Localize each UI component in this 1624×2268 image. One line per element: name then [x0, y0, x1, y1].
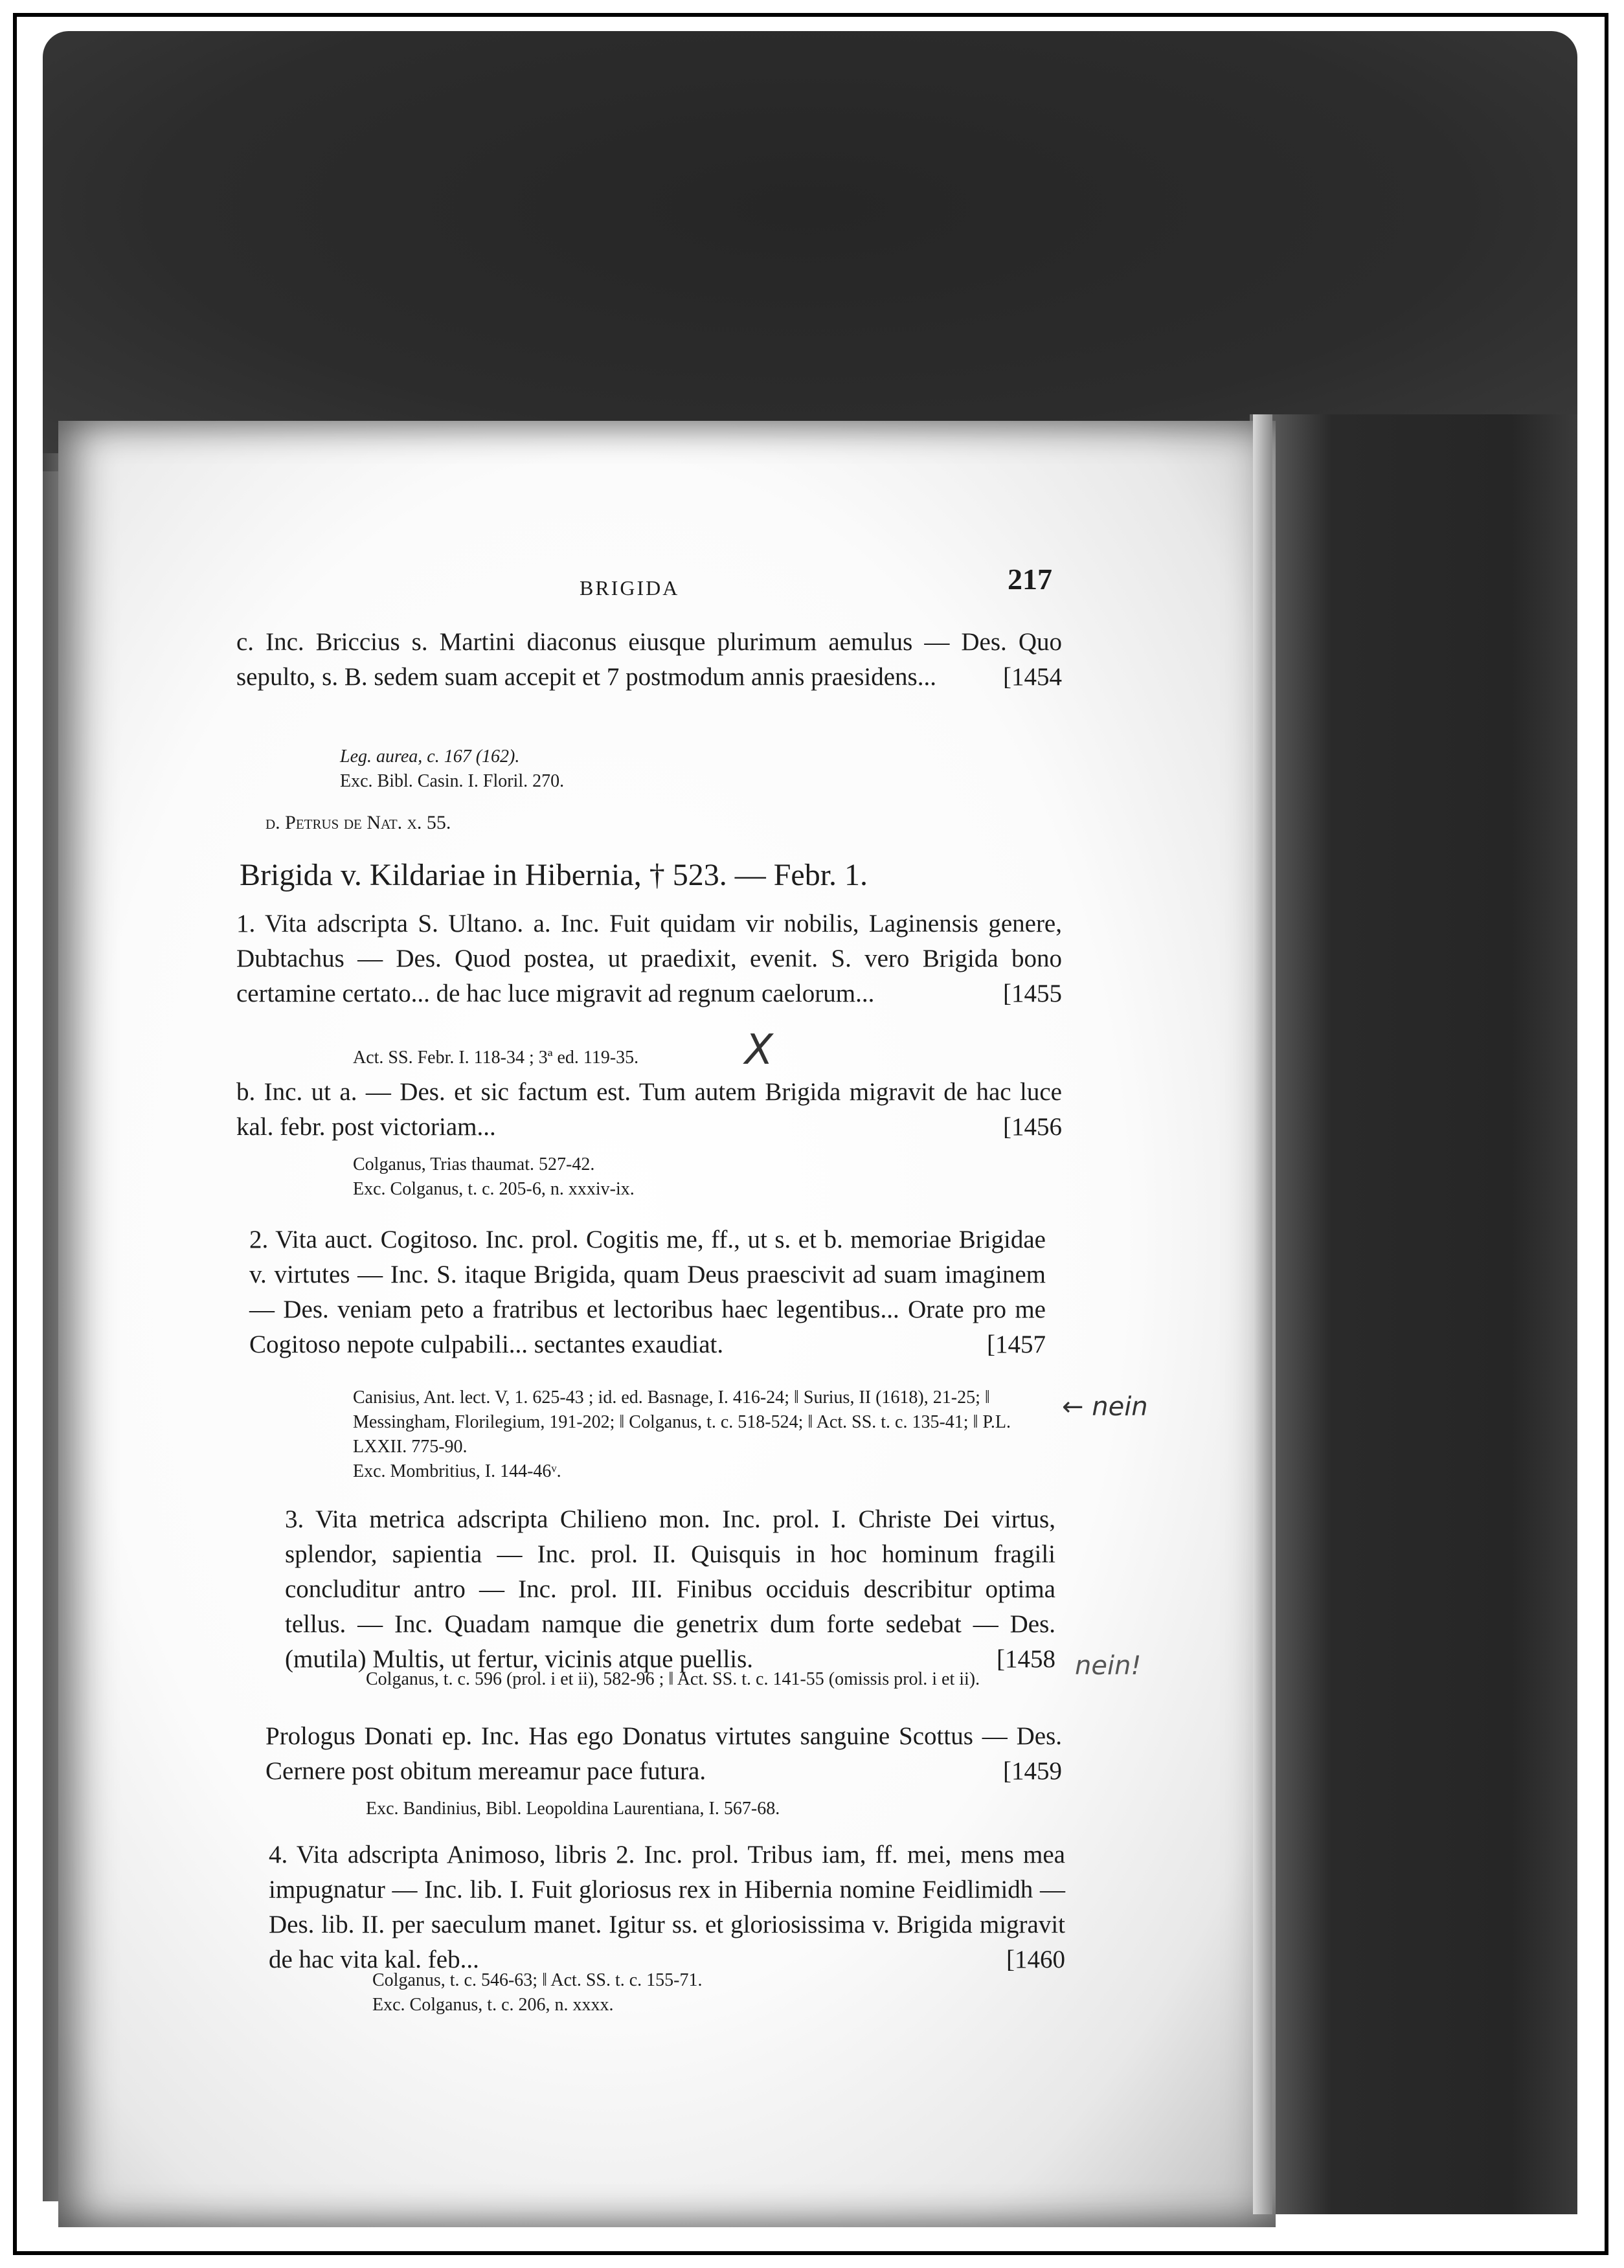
entry-number: [1457 [987, 1330, 1046, 1358]
entry-text: 4. Vita adscripta Animoso, libris 2. Inc. prol. Tribus iam, ff. mei, mens mea impugnatur — Inc. lib. I. Fuit gloriosus rex in Hibernia nomine Feidlimidh — Des. lib. II. per saeculum manet. Igitur ss. et gloriosissima v. Brigida migravit de hac vita kal. feb... [269, 1841, 1065, 1973]
page-edge-shadow [1253, 414, 1272, 2214]
entry-number: [1458 [997, 1645, 1055, 1673]
citations-3 [366, 1667, 1059, 1692]
running-head: BRIGIDA [580, 576, 680, 600]
citations-1a [353, 1046, 1000, 1070]
citation: Colganus, Trias thaumat. 527-42. [353, 1154, 595, 1174]
entry-1a [236, 906, 1062, 1011]
entry-text: Prologus Donati ep. Inc. Has ego Donatus virtutes sanguine Scottus — Des. Cernere post obitum mereamur pace futura. [265, 1722, 1062, 1785]
handwritten-note: ← nein [1062, 1392, 1148, 1422]
entry-number: [1459 [1003, 1757, 1062, 1785]
citations-2 [353, 1386, 1046, 1484]
scan-dark-background-top [43, 31, 1577, 471]
citation: Colganus, t. c. 546-63; ‖ Act. SS. t. c. 155-71. [372, 1970, 703, 1990]
handwritten-mark: X [745, 1026, 773, 1074]
entry-prologus [265, 1719, 1062, 1789]
entry-number: [1454 [1003, 663, 1062, 691]
entry-text: 1. Vita adscripta S. Ultano. a. Inc. Fuit quidam vir nobilis, Laginensis genere, Dubtachus — Des. Quod postea, ut praedixit, evenit. S. vero Brigida bono certamine certato... de hac luce migravit ad regnum caelorum... [236, 910, 1062, 1007]
citation: Colganus, t. c. 596 (prol. i et ii), 582-96 ; ‖ Act. SS. t. c. 141-55 (omissis prol. i et ii). [366, 1669, 980, 1689]
entry-number: [1456 [1003, 1113, 1062, 1141]
scan-dark-background-right [1250, 414, 1577, 2214]
handwritten-note: nein! [1075, 1651, 1142, 1681]
entry-number: [1455 [1003, 980, 1062, 1007]
citations-4 [372, 1968, 1020, 2017]
entry-text: b. Inc. ut a. — Des. et sic factum est. Tum autem Brigida migravit de hac luce kal. febr. post victoriam... [236, 1078, 1062, 1141]
entry-1b [236, 1075, 1062, 1145]
citation: Exc. Bandinius, Bibl. Leopoldina Laurentiana, I. 567-68. [366, 1799, 780, 1819]
citations-c [340, 745, 1052, 794]
entry-c [236, 625, 1062, 695]
citation: Act. SS. Febr. I. 118-34 ; 3ª ed. 119-35. [353, 1048, 639, 1068]
citation: Exc. Colganus, t. c. 206, n. xxxx. [372, 1995, 614, 2015]
citations-1b [353, 1152, 1039, 1202]
entry-text: 2. Vita auct. Cogitoso. Inc. prol. Cogitis me, ff., ut s. et b. memoriae Brigidae v. virtutes — Inc. S. itaque Brigida, quam Deus praescivit ad suam imaginem — Des. veniam peto a fratribus et lectoribus haec legentibus... Orate pro me Cogitoso nepote culpabili... sectantes exaudiat. [249, 1226, 1046, 1358]
entry-2 [249, 1222, 1046, 1362]
entry-number: [1460 [1006, 1946, 1065, 1973]
citation: Exc. Bibl. Casin. I. Floril. 270. [340, 771, 565, 791]
heading-text: Brigida v. Kildariae in Hibernia, † 523. — Febr. 1. [240, 858, 868, 892]
citation: Leg. aurea, c. 167 (162). [340, 747, 520, 767]
citation: Exc. Mombritius, I. 144-46ᵛ. [353, 1461, 561, 1481]
citations-prologus [366, 1797, 1065, 1821]
section-heading [240, 856, 1065, 895]
entry-text: d. Petrus de Nat. x. 55. [265, 812, 451, 833]
page-header [236, 557, 1052, 600]
entry-4 [269, 1837, 1065, 1977]
entry-text: 3. Vita metrica adscripta Chilieno mon. Inc. prol. I. Christe Dei virtus, splendor, sapientia — Inc. prol. II. Quisquis in hoc hominum fragili concluditur antro — Inc. prol. III. Finibus occiduis describitur optima tellus. — Inc. Quadam namque die genetrix dum forte sedebat — Des. (mutila) Multis, ut fertur, vicinis atque puellis. [285, 1505, 1055, 1673]
entry-text: c. Inc. Briccius s. Martini diaconus eiusque plurimum aemulus — Des. Quo sepulto, s. B. sedem suam accepit et 7 postmodum annis praesidens... [236, 628, 1062, 691]
entry-d [265, 811, 1091, 835]
entry-3 [285, 1502, 1055, 1677]
citation: Exc. Colganus, t. c. 205-6, n. xxxiv-ix. [353, 1179, 635, 1199]
citation: Canisius, Ant. lect. V, 1. 625-43 ; id. ed. Basnage, I. 416-24; ‖ Surius, II (1618), 21-25; ‖ Messingham, Florilegium, 191-202; ‖ Colganus, t. c. 518-524; ‖ Act. SS. t. c. 135-41; ‖ P.L. LXXII. 775-90. [353, 1387, 1011, 1457]
page-number: 217 [1008, 563, 1052, 596]
